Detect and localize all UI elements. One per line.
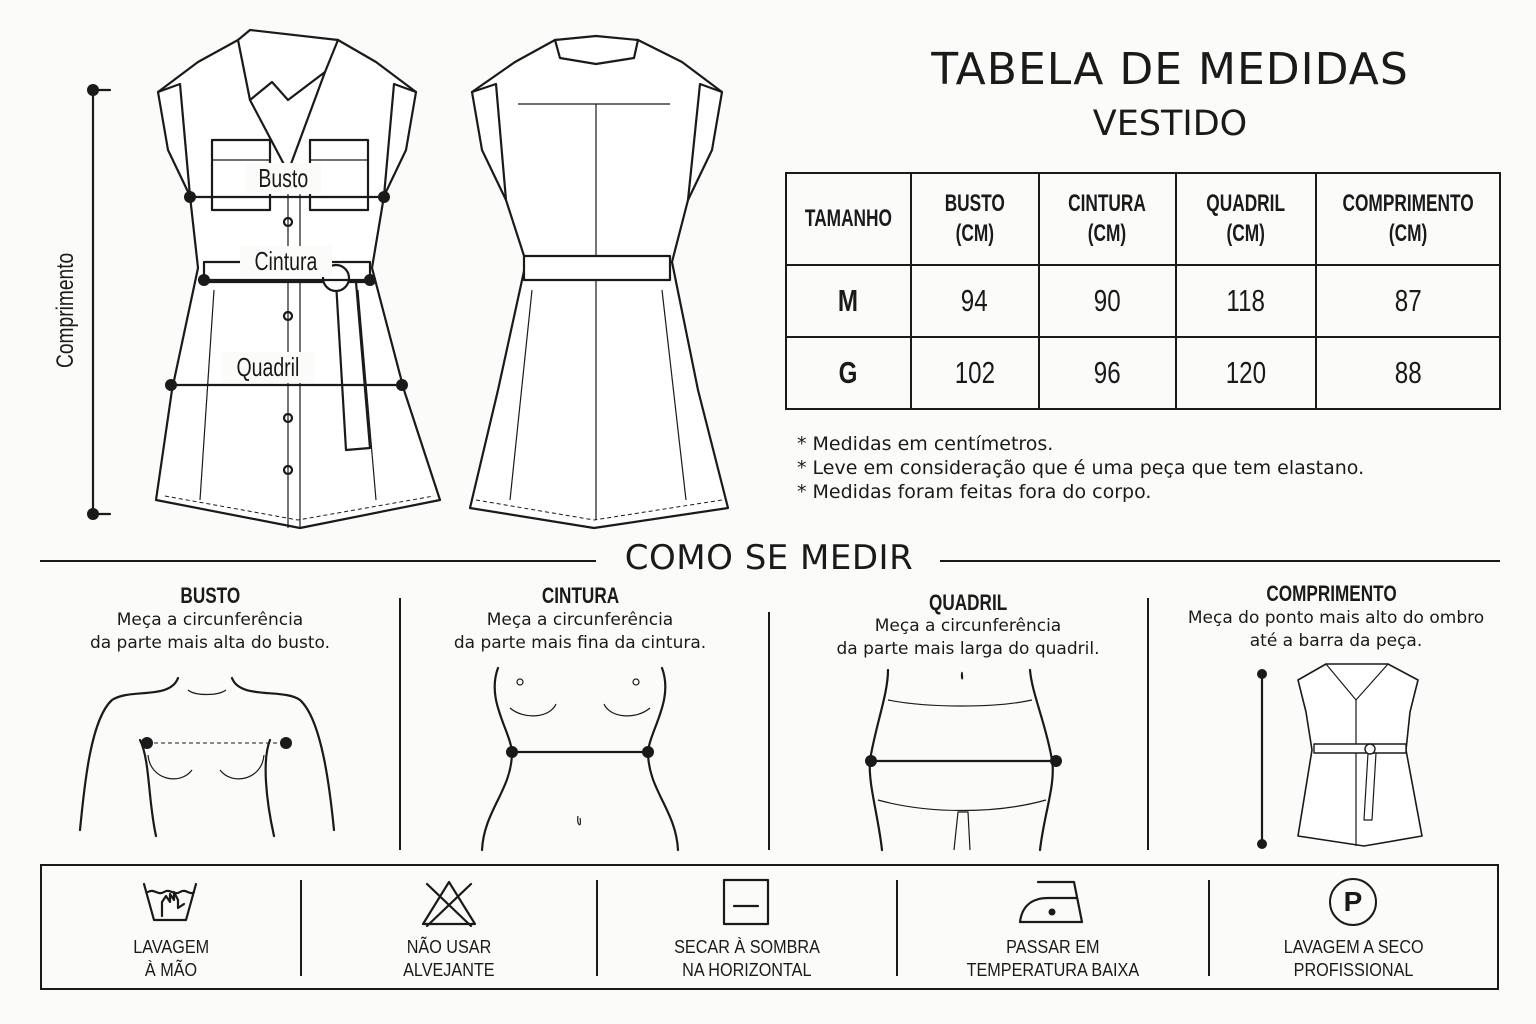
table-cell: 87 [1316, 265, 1500, 337]
column-divider [768, 612, 770, 850]
care-item: SECAR À SOMBRA NA HORIZONTAL [598, 866, 896, 988]
measure-title-cintura: CINTURA [541, 583, 619, 608]
divider-right [940, 560, 1500, 562]
measure-desc-comprimento: Meça do ponto mais alto do ombro até a barra da peça. [1187, 608, 1485, 651]
header-busto: BUSTO (CM) [911, 173, 1039, 265]
dry-flat-shade-icon [722, 878, 772, 928]
measure-desc-quadril: Meça a circunferência da parte mais larga do quadril. [836, 616, 1100, 659]
column-divider [1147, 598, 1149, 850]
label-quadril: Quadril [222, 352, 314, 383]
section-title: COMO SE MEDIR [624, 538, 914, 578]
page-subtitle: VESTIDO [1092, 104, 1248, 144]
table-cell: M [786, 265, 911, 337]
care-item: PASSAR EM TEMPERATURA BAIXA [898, 866, 1208, 988]
measure-title-busto: BUSTO [180, 583, 240, 608]
table-cell: 96 [1039, 337, 1176, 409]
measure-desc-cintura: Meça a circunferência da parte mais fina da cintura. [453, 610, 707, 653]
table-cell: 118 [1176, 265, 1316, 337]
header-comprimento: COMPRIMENTO (CM) [1316, 173, 1500, 265]
label-busto: Busto [246, 163, 321, 194]
measure-title-quadril: QUADRIL [928, 590, 1008, 615]
note-item: * Medidas foram feitas fora do corpo. [797, 481, 1152, 503]
dry-clean-p-icon: P [1329, 878, 1377, 926]
bust-illustration [70, 660, 370, 840]
header-tamanho: TAMANHO [786, 173, 911, 265]
table-cell: G [786, 337, 911, 409]
care-item: NÃO USAR ALVEJANTE [302, 866, 596, 988]
table-cell: 90 [1039, 265, 1176, 337]
table-cell: 88 [1316, 337, 1500, 409]
table-cell: 94 [911, 265, 1039, 337]
measure-desc-busto: Meça a circunferência da parte mais alta do busto. [89, 610, 331, 653]
size-table [785, 172, 1501, 410]
page-title: TABELA DE MEDIDAS [931, 44, 1409, 95]
dress-back-illustration [460, 0, 760, 540]
header-quadril: QUADRIL (CM) [1176, 173, 1316, 265]
note-item: * Leve em consideração que é uma peça que tem elastano. [797, 457, 1365, 479]
no-bleach-icon [419, 878, 479, 928]
care-item: LAVAGEM À MÃO [42, 866, 300, 988]
care-instructions [40, 864, 1499, 990]
iron-low-icon [1018, 876, 1088, 926]
table-row [786, 265, 1500, 337]
hip-illustration [858, 664, 1078, 854]
length-illustration [1252, 656, 1432, 856]
label-cintura: Cintura [240, 246, 332, 277]
care-item: P LAVAGEM A SECO PROFISSIONAL [1210, 866, 1497, 988]
label-comprimento: Comprimento [52, 252, 79, 368]
column-divider [399, 598, 401, 850]
table-header-row [786, 173, 1500, 265]
table-cell: 102 [911, 337, 1039, 409]
header-cintura: CINTURA (CM) [1039, 173, 1176, 265]
divider-left [40, 560, 596, 562]
hand-wash-icon [140, 878, 200, 924]
table-row [786, 337, 1500, 409]
notes [797, 432, 1364, 504]
measure-title-comprimento: COMPRIMENTO [1266, 581, 1398, 606]
note-item: * Medidas em centímetros. [797, 433, 1054, 455]
table-cell: 120 [1176, 337, 1316, 409]
waist-illustration [480, 660, 680, 850]
